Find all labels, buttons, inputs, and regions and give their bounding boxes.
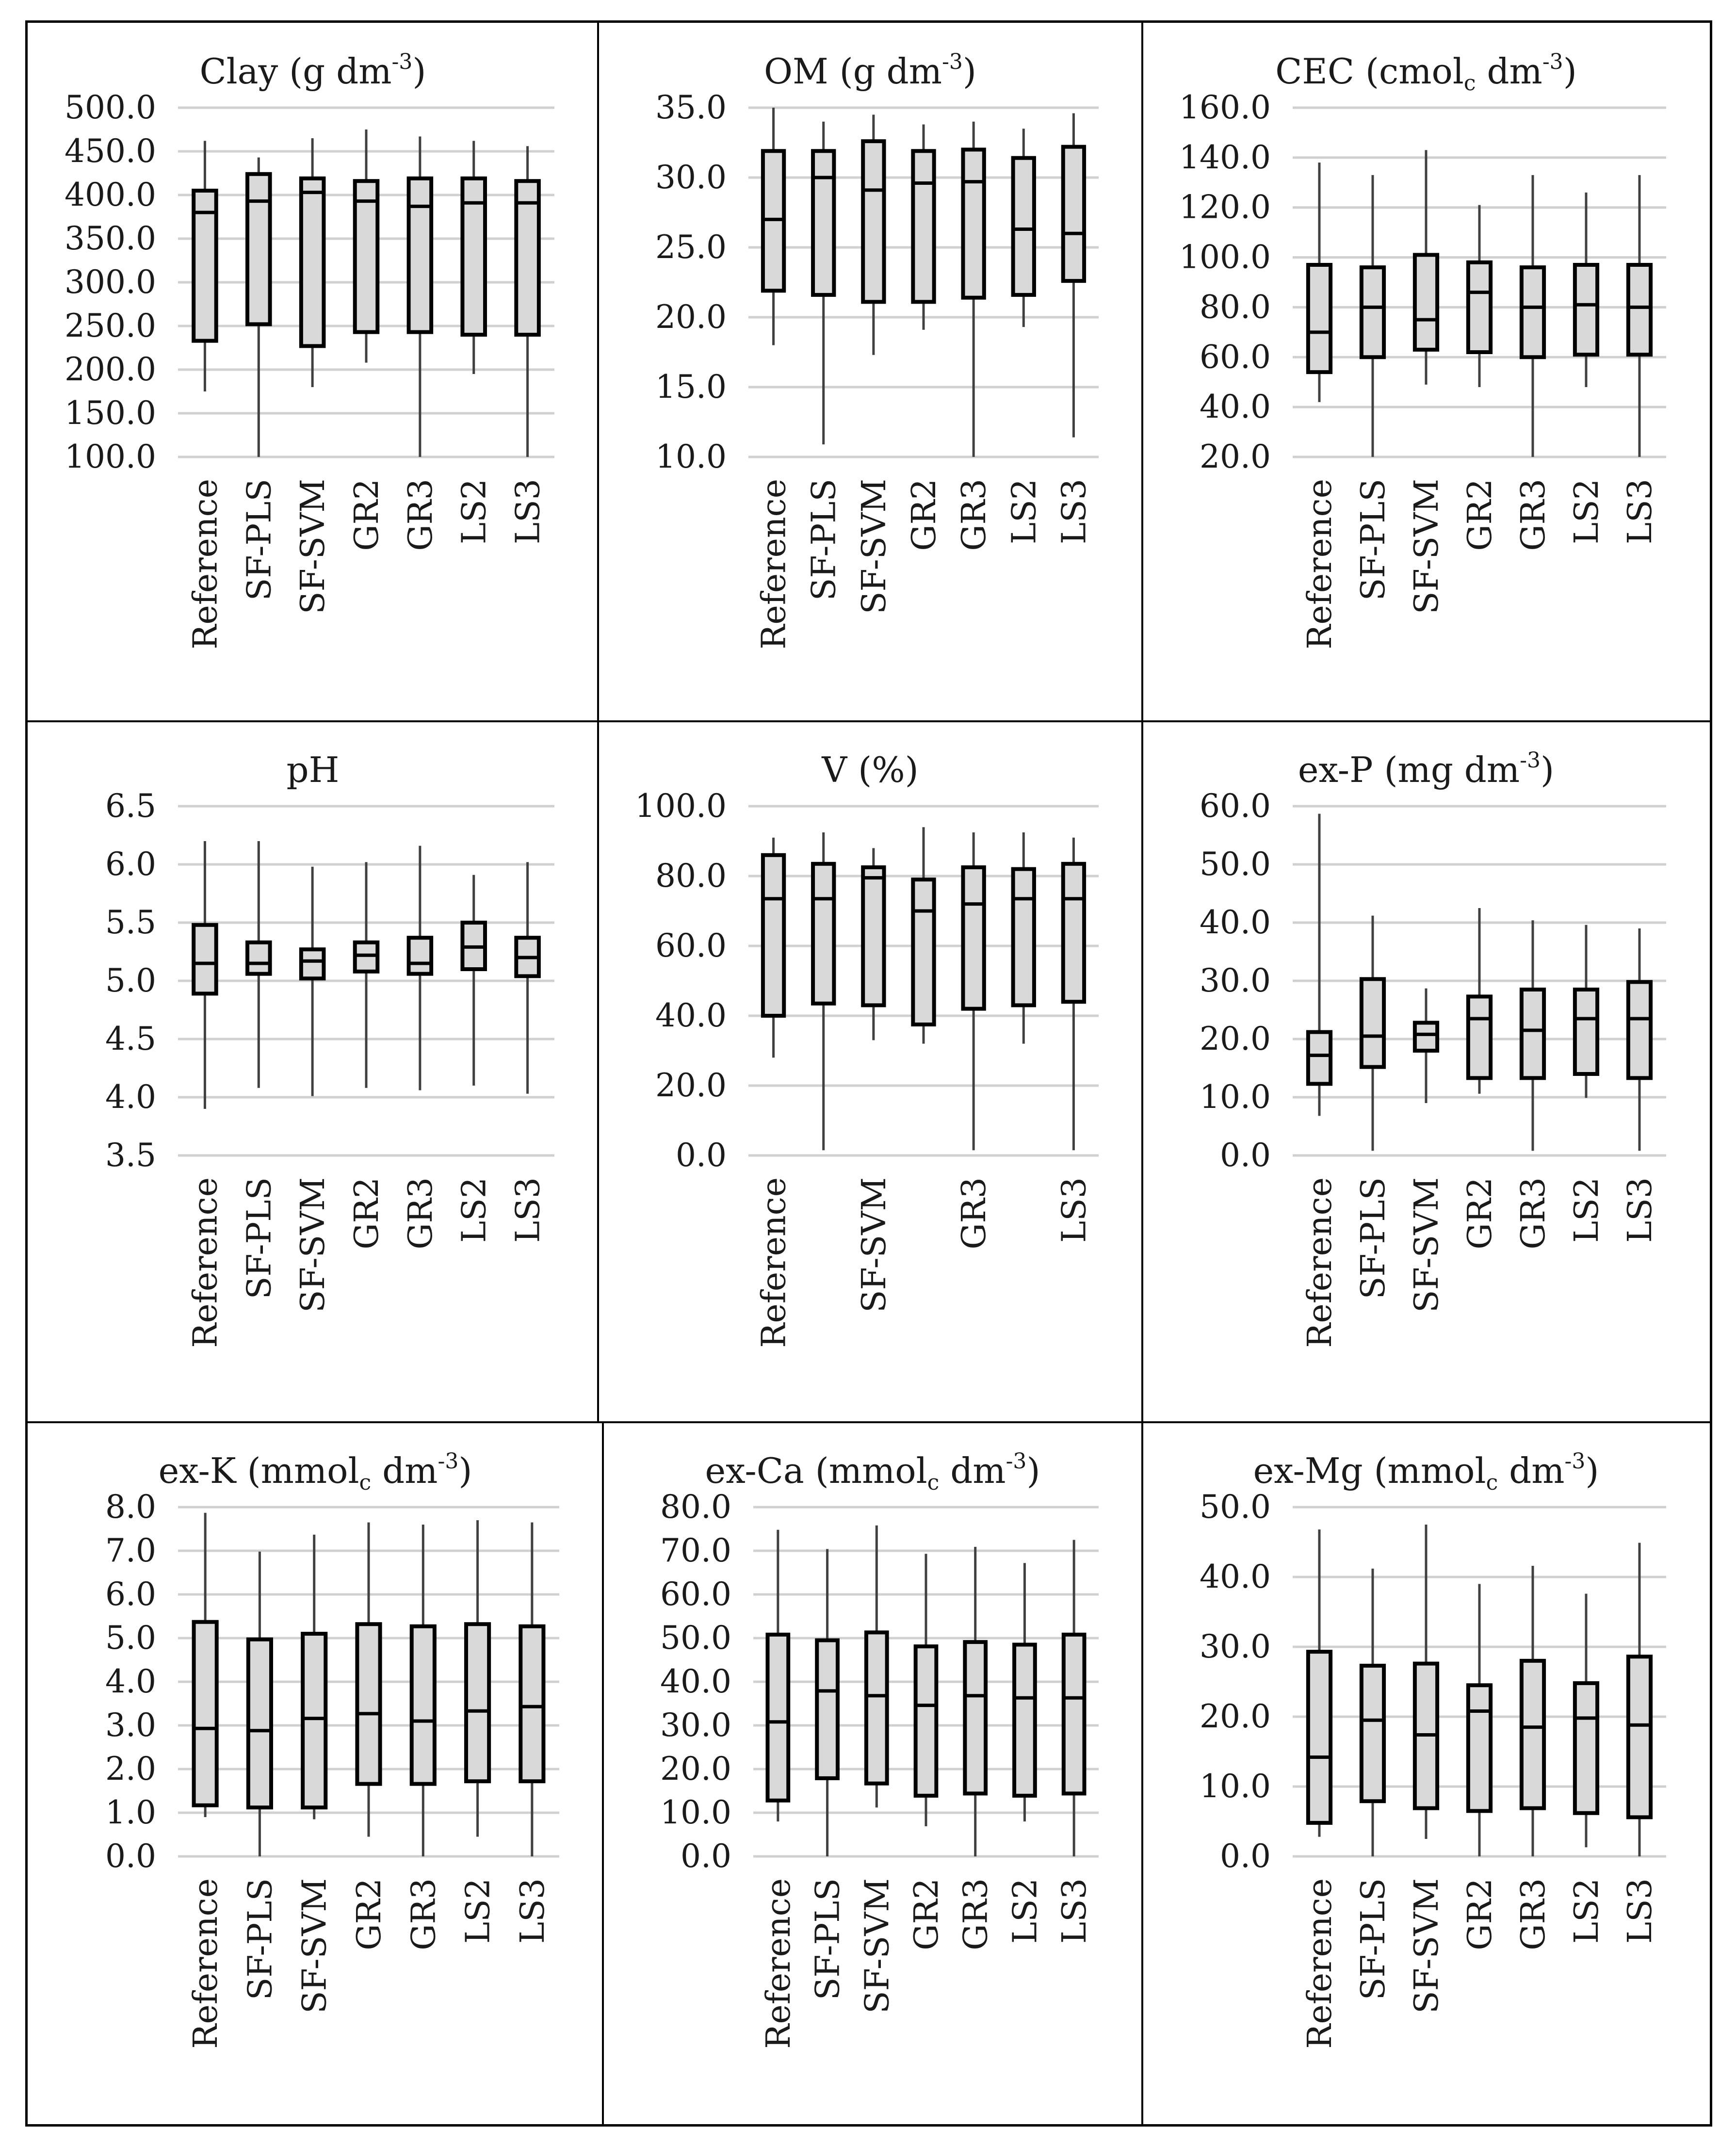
y-tick-label: 10.0 [1200,1768,1271,1805]
boxplot-chart [28,721,598,1422]
x-category-label: LS2 [1568,1177,1606,1243]
chart-title: pH [286,749,340,790]
box-gr3 [1522,1566,1544,1856]
box-sf-pls [1362,1569,1384,1856]
x-category-label: Reference [755,1177,794,1348]
box-sf-svm [1415,989,1437,1103]
x-category-label: SF-SVM [295,1878,334,2014]
grid-divider [597,23,599,721]
box-sf-svm [1415,1525,1437,1839]
grid-divider [28,1421,1710,1423]
x-category-label: Reference [1301,479,1339,650]
y-tick-label: 350.0 [65,220,156,257]
x-category-label: GR3 [401,479,440,551]
x-category-label: LS2 [455,479,494,545]
box-reference [767,1530,788,1821]
boxplot-chart [598,23,1142,721]
chart-title: ex-Mg (mmolc $dm^{-3}$) [1253,1449,1599,1495]
x-category-label: LS2 [459,1878,498,1944]
y-tick-label: 450.0 [65,132,156,170]
x-category-label: SF-SVM [855,479,893,615]
x-category-label: GR2 [1461,479,1499,551]
y-tick-label: 5.5 [105,904,156,941]
y-tick-label: 35.0 [655,89,727,126]
y-tick-label: 20.0 [1200,1020,1271,1057]
panel-v [598,721,1142,1422]
chart-title: V (%) [822,749,919,790]
box-gr3 [1522,175,1544,457]
y-tick-label: 60.0 [660,1576,731,1613]
box-gr2 [1468,908,1491,1094]
x-category-label: SF-PLS [241,1878,280,2000]
y-tick-label: 20.0 [1200,1698,1271,1735]
box-sf-pls [813,832,834,1150]
y-tick-label: 40.0 [1200,1558,1271,1595]
box-ls3 [1064,1540,1085,1857]
boxplot-chart [1142,721,1710,1422]
x-category-label: Reference [1301,1177,1339,1348]
x-category-label: LS2 [1006,1878,1045,1944]
box-ls2 [1013,832,1034,1044]
x-category-label: LS2 [1005,478,1044,545]
grid-divider [1141,23,1143,2124]
box-gr2 [1468,205,1491,387]
x-category-label: LS3 [1621,1177,1659,1243]
y-tick-label: 100.0 [1179,238,1271,276]
y-tick-label: 50.0 [660,1619,731,1657]
x-category-label: GR2 [1461,1177,1499,1250]
x-category-label: SF-SVM [294,479,333,615]
panel-om [598,23,1142,721]
x-category-label: SF-PLS [1354,1177,1393,1300]
box-gr2 [357,1523,380,1837]
y-tick-label: 0.0 [1220,1837,1271,1875]
x-category-label: SF-SVM [1408,1878,1446,2014]
x-category-label: GR3 [1514,1177,1553,1250]
y-tick-label: 10.0 [655,438,727,475]
y-tick-label: 30.0 [655,159,727,196]
y-tick-label: 5.0 [105,1619,156,1657]
box-reference [763,108,784,345]
y-tick-label: 4.0 [105,1663,156,1700]
box-sf-svm [301,138,324,387]
boxplot-chart [1142,23,1710,721]
box-gr3 [409,846,432,1090]
panel-ex-p [1142,721,1710,1422]
box-gr2 [355,130,378,363]
box-ls2 [1014,1563,1035,1821]
box-reference [1308,162,1330,402]
box-sf-svm [303,1535,325,1820]
grid-divider [602,1422,604,2124]
box-gr2 [1468,1584,1491,1856]
y-tick-label: 500.0 [65,89,156,126]
boxplot-chart [1142,1422,1710,2124]
y-tick-label: 80.0 [660,1488,731,1526]
x-category-label: LS2 [455,1177,494,1243]
x-category-label: GR3 [955,479,994,551]
box-gr3 [412,1525,435,1856]
box-sf-pls [1362,916,1384,1151]
box-ls2 [466,1520,489,1837]
y-tick-label: 10.0 [660,1794,731,1831]
figure-grid [25,20,1712,2127]
box-sf-pls [813,122,834,444]
y-tick-label: 400.0 [65,176,156,213]
panel-ex-mg [1142,1422,1710,2124]
x-category-label: SF-PLS [240,1177,279,1300]
y-tick-label: 140.0 [1179,138,1271,176]
box-reference [194,841,216,1109]
panel-ph [28,721,598,1422]
x-category-label: GR3 [405,1878,443,1950]
box-ls2 [1013,129,1034,327]
y-tick-label: 0.0 [105,1837,156,1875]
y-tick-label: 20.0 [1200,438,1271,475]
y-tick-label: 25.0 [655,228,727,266]
y-tick-label: 15.0 [655,368,727,406]
x-category-label: Reference [187,1878,226,2049]
box-ls3 [1063,838,1084,1150]
y-tick-label: 20.0 [660,1750,731,1788]
box-sf-svm [863,848,884,1040]
grid-divider [28,720,1710,722]
box-gr2 [355,862,378,1088]
x-category-label: SF-PLS [805,479,844,601]
box-ls3 [516,146,539,457]
y-tick-label: 120.0 [1179,188,1271,226]
x-category-label: SF-PLS [809,1878,847,2000]
x-category-label: LS2 [1568,479,1606,545]
y-tick-label: 6.0 [105,1576,156,1613]
box-ls3 [1063,114,1084,438]
x-category-label: GR3 [957,1878,995,1950]
box-ls2 [1575,1594,1597,1848]
boxplot-chart [28,23,598,721]
y-tick-label: 150.0 [65,394,156,432]
box-reference [194,1513,217,1817]
y-tick-label: 60.0 [1200,338,1271,376]
box-gr3 [1522,920,1544,1151]
x-category-label: SF-PLS [240,479,279,601]
y-tick-label: 6.5 [105,787,156,825]
y-tick-label: 100.0 [65,438,156,475]
x-category-label: GR2 [905,479,943,551]
chart-title: OM (g $dm^{-3}$) [763,49,977,92]
box-sf-svm [863,114,884,355]
x-category-label: Reference [759,1878,798,2049]
box-ls3 [520,1523,543,1857]
panel-ex-ca [603,1422,1142,2124]
boxplot-chart [28,1422,603,2124]
panel-cec [1142,23,1710,721]
chart-title: ex-P (mg $dm^{-3}$) [1298,748,1555,790]
panel-clay [28,23,598,721]
x-category-label: Reference [1301,1878,1339,2049]
x-category-label: LS3 [1621,1878,1659,1944]
y-tick-label: 300.0 [65,263,156,301]
panel-ex-k [28,1422,603,2124]
chart-title: Clay (g $dm^{-3}$) [199,49,426,92]
x-category-label: LS3 [1055,1878,1094,1944]
box-sf-pls [247,158,270,457]
boxplot-chart [603,1422,1142,2124]
y-tick-label: 40.0 [1200,388,1271,426]
y-tick-label: 0.0 [681,1837,731,1875]
x-category-label: GR3 [955,1177,994,1250]
box-ls3 [1628,175,1651,457]
x-category-label: LS2 [1568,1878,1606,1944]
y-tick-label: 200.0 [65,351,156,388]
x-category-label: GR2 [348,1177,386,1250]
y-tick-label: 30.0 [1200,962,1271,999]
y-tick-label: 8.0 [105,1488,156,1526]
box-gr3 [409,136,432,457]
x-category-label: Reference [755,479,794,650]
box-sf-pls [248,1552,271,1856]
box-reference [763,838,784,1058]
y-tick-label: 60.0 [655,927,727,964]
x-category-label: GR2 [350,1878,389,1950]
x-category-label: LS3 [1055,479,1094,545]
grid-divider [597,721,599,1422]
box-gr2 [913,125,934,330]
box-ls2 [462,141,485,374]
y-tick-label: 70.0 [660,1532,731,1569]
y-tick-label: 30.0 [660,1706,731,1744]
y-tick-label: 20.0 [655,298,727,336]
x-category-label: GR2 [908,1878,946,1950]
x-category-label: LS3 [1055,1177,1094,1243]
x-category-label: LS3 [509,1177,548,1243]
box-gr3 [963,832,984,1150]
y-tick-label: 160.0 [1179,89,1271,126]
y-tick-label: 40.0 [660,1663,731,1700]
y-tick-label: 10.0 [1200,1078,1271,1116]
y-tick-label: 100.0 [635,787,727,825]
box-reference [194,141,216,391]
box-ls3 [1628,1543,1651,1856]
y-tick-label: 40.0 [1200,904,1271,941]
chart-title: ex-K (mmolc $dm^{-3}$) [158,1449,472,1495]
x-category-label: SF-SVM [294,1177,333,1313]
x-category-label: GR2 [348,479,386,551]
box-ls3 [1628,928,1651,1151]
y-tick-label: 20.0 [655,1067,727,1104]
x-category-label: GR3 [401,1177,440,1250]
y-tick-label: 1.0 [105,1794,156,1831]
box-gr3 [963,122,984,457]
x-category-label: GR3 [1514,479,1553,551]
y-tick-label: 50.0 [1200,1488,1271,1526]
y-tick-label: 0.0 [1220,1137,1271,1174]
y-tick-label: 3.0 [105,1706,156,1744]
x-category-label: SF-SVM [1408,479,1446,615]
x-category-label: LS3 [513,1878,552,1944]
box-ls2 [1575,925,1597,1098]
y-tick-label: 30.0 [1200,1628,1271,1665]
x-category-label: LS3 [509,479,548,545]
y-tick-label: 5.0 [105,962,156,999]
y-tick-label: 80.0 [1200,288,1271,326]
y-tick-label: 7.0 [105,1532,156,1569]
y-tick-label: 4.0 [105,1078,156,1116]
box-reference [1308,1529,1330,1837]
box-sf-svm [1415,150,1437,384]
chart-title: CEC (cmolc $dm^{-3}$) [1275,49,1577,96]
x-category-label: Reference [186,1177,225,1348]
y-tick-label: 4.5 [105,1020,156,1057]
y-tick-label: 60.0 [1200,787,1271,825]
y-tick-label: 40.0 [655,997,727,1034]
chart-title: ex-Ca (mmolc $dm^{-3}$) [705,1449,1040,1495]
boxplot-chart [598,721,1142,1422]
x-category-label: SF-SVM [858,1878,897,2014]
y-tick-label: 3.5 [105,1137,156,1174]
x-category-label: LS3 [1621,479,1659,545]
x-category-label: SF-PLS [1354,1878,1393,2000]
box-gr2 [913,827,934,1043]
y-tick-label: 250.0 [65,307,156,344]
y-tick-label: 80.0 [655,857,727,894]
x-category-label: GR2 [1461,1878,1499,1950]
x-category-label: Reference [186,479,225,650]
box-reference [1308,814,1330,1116]
box-sf-svm [866,1526,887,1807]
x-category-label: SF-SVM [855,1177,893,1313]
box-ls3 [516,862,539,1094]
y-tick-label: 0.0 [676,1137,727,1174]
box-sf-pls [247,841,270,1088]
x-category-label: SF-SVM [1408,1177,1446,1313]
x-category-label: SF-PLS [1354,479,1393,601]
y-tick-label: 6.0 [105,845,156,883]
y-tick-label: 50.0 [1200,845,1271,883]
box-sf-pls [1362,175,1384,457]
y-tick-label: 2.0 [105,1750,156,1788]
x-category-label: GR3 [1514,1878,1553,1950]
